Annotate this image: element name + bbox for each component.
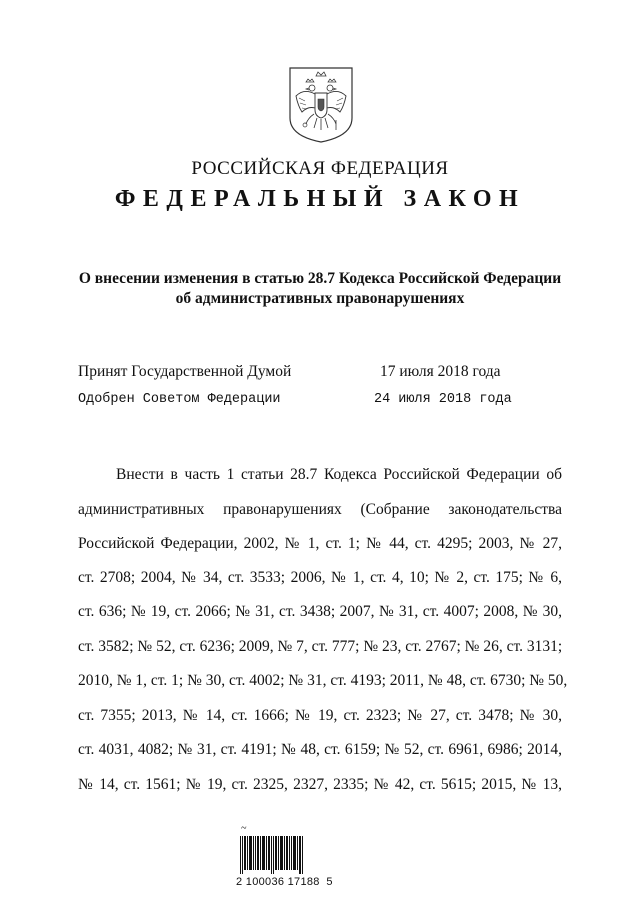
approved-by-council-date: 24 июля 2018 года — [374, 392, 512, 407]
body-paragraph-line: № 14, ст. 1561; № 19, ст. 2325, 2327, 2335; № 42, ст. 5615; 2015, № 13, — [78, 776, 562, 793]
body-paragraph-line: Внести в часть 1 статьи 28.7 Кодекса Российской Федерации об — [116, 466, 562, 483]
document-type: ФЕДЕРАЛЬНЫЙ ЗАКОН — [114, 186, 526, 212]
coat-of-arms-icon — [288, 66, 354, 144]
body-paragraph-line: ст. 636; № 19, ст. 2066; № 31, ст. 3438; 2007, № 31, ст. 4007; 2008, № 30, — [78, 603, 562, 620]
body-paragraph-line: ст. 7355; 2013, № 14, ст. 1666; № 19, ст. 2323; № 27, ст. 3478; № 30, — [78, 707, 562, 724]
body-paragraph-line: ст. 3582; № 52, ст. 6236; 2009, № 7, ст. 777; № 23, ст. 2767; № 26, ст. 3131; — [78, 638, 563, 655]
body-paragraph-line: 2010, № 1, ст. 1; № 30, ст. 4002; № 31, ст. 4193; 2011, № 48, ст. 6730; № 50, — [78, 672, 568, 689]
approved-by-council-label: Одобрен Советом Федерации — [78, 392, 281, 407]
body-paragraph-line: ст. 2708; 2004, № 34, ст. 3533; 2006, № 1, ст. 4, 10; № 2, ст. 175; № 6, — [78, 569, 562, 586]
body-paragraph-line: ст. 4031, 4082; № 31, ст. 4191; № 48, ст. 6159; № 52, ст. 6961, 6986; 2014, — [78, 741, 562, 758]
law-title-line: О внесении изменения в статью 28.7 Кодекса Российской Федерации — [78, 270, 562, 287]
barcode-number: 2 100036 17188 5 — [236, 876, 333, 888]
adopted-by-duma-date: 17 июля 2018 года — [380, 363, 501, 380]
country-name: РОССИЙСКАЯ ФЕДЕРАЦИЯ — [191, 158, 449, 179]
barcode-icon — [240, 836, 304, 874]
body-paragraph-line: административных правонарушениях (Собрание законодательства — [78, 501, 562, 518]
law-title — [60, 269, 580, 309]
handwritten-mark: ~ — [241, 823, 247, 834]
adopted-by-duma-label: Принят Государственной Думой — [78, 363, 292, 380]
body-paragraph-line: Российской Федерации, 2002, № 1, ст. 1; № 44, ст. 4295; 2003, № 27, — [78, 535, 562, 552]
law-title-line: об административных правонарушениях — [175, 290, 465, 307]
